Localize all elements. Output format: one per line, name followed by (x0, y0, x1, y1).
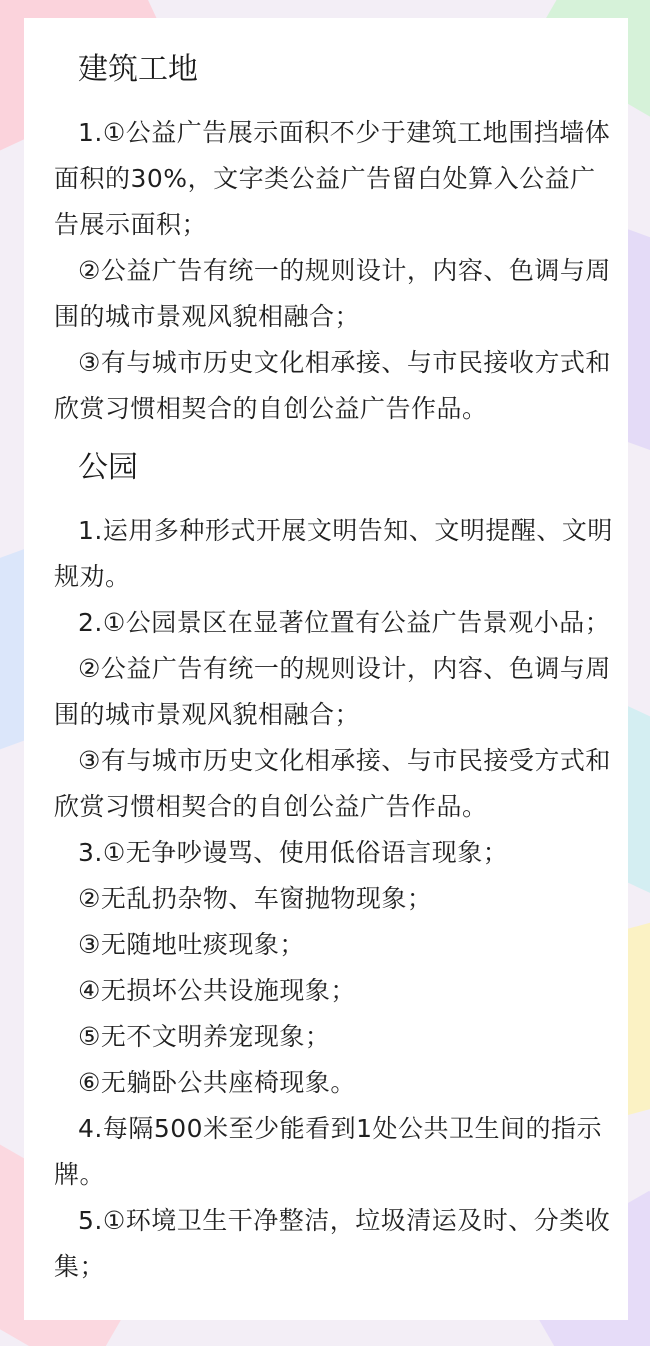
paragraph: ②无乱扔杂物、车窗抛物现象； (78, 884, 433, 913)
section-title-construction-site: 建筑工地 (78, 52, 198, 87)
paragraph: ③有与城市历史文化相承接、与市民接受方式和欣赏习惯相契合的自创公益广告作品。 (54, 746, 611, 821)
paragraph: ②公益广告有统一的规则设计，内容、色调与周围的城市景观风貌相融合； (54, 654, 611, 729)
paragraph: ②公益广告有统一的规则设计，内容、色调与周围的城市景观风貌相融合； (54, 256, 611, 331)
paragraph: ③无随地吐痰现象； (78, 930, 305, 959)
paragraph: 4.每隔500米至少能看到1处公共卫生间的指示牌。 (54, 1114, 602, 1189)
content-card (24, 18, 628, 1320)
paragraph: 2.①公园景区在显著位置有公益广告景观小品； (78, 608, 611, 637)
section-title-park: 公园 (78, 450, 138, 485)
park-items (54, 490, 614, 1290)
paragraph: 1.①公益广告展示面积不少于建筑工地围挡墙体面积的30%，文字类公益广告留白处算入公益广告展示面积； (54, 118, 611, 239)
paragraph: 3.①无争吵谩骂、使用低俗语言现象； (78, 838, 509, 867)
paragraph: ④无损坏公共设施现象； (78, 976, 356, 1005)
construction-site-items (54, 92, 614, 432)
paragraph: ⑤无不文明养宠现象； (78, 1022, 331, 1051)
paragraph: 5.①环境卫生干净整洁，垃圾清运及时、分类收集； (54, 1206, 611, 1281)
article-body (24, 18, 614, 1290)
paragraph: ⑥无躺卧公共座椅现象。 (78, 1068, 356, 1097)
paragraph: ③有与城市历史文化相承接、与市民接收方式和欣赏习惯相契合的自创公益广告作品。 (54, 348, 611, 423)
paragraph: 1.运用多种形式开展文明告知、文明提醒、文明规劝。 (54, 516, 613, 591)
